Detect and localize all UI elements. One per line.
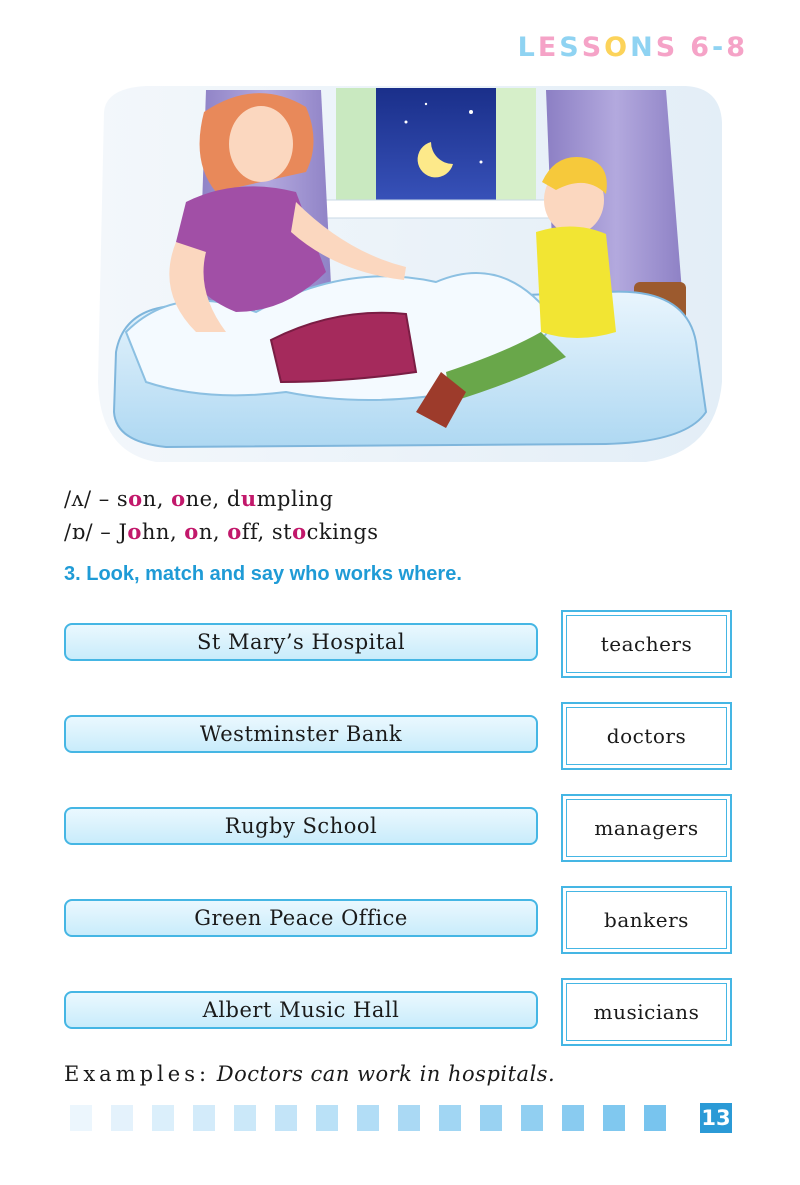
phonetic-symbol: /ɒ/ – bbox=[64, 520, 119, 544]
title-letter: E bbox=[537, 32, 560, 63]
job-box[interactable] bbox=[561, 886, 732, 954]
job-box[interactable] bbox=[561, 794, 732, 862]
examples-label: Examples: bbox=[64, 1062, 211, 1086]
place-box[interactable]: St Mary’s Hospital bbox=[64, 623, 538, 661]
job-box[interactable] bbox=[561, 978, 732, 1046]
footer-square bbox=[398, 1105, 420, 1131]
title-letter: L bbox=[517, 32, 538, 63]
footer-square bbox=[111, 1105, 133, 1131]
job-label: teachers bbox=[566, 615, 727, 673]
highlighted-letter: u bbox=[240, 486, 257, 511]
job-label: managers bbox=[566, 799, 727, 857]
title-letter: - bbox=[711, 32, 727, 63]
highlighted-letter: o bbox=[227, 519, 242, 544]
job-label: musicians bbox=[566, 983, 727, 1041]
title-letter: S bbox=[655, 32, 679, 63]
place-box[interactable]: Albert Music Hall bbox=[64, 991, 538, 1029]
place-box[interactable]: Rugby School bbox=[64, 807, 538, 845]
footer-square bbox=[193, 1105, 215, 1131]
job-label: bankers bbox=[566, 891, 727, 949]
footer-square bbox=[357, 1105, 379, 1131]
footer-square bbox=[480, 1105, 502, 1131]
examples-text: Doctors can work in hospitals. bbox=[216, 1062, 556, 1086]
highlighted-letter: o bbox=[184, 519, 199, 544]
title-letter: S bbox=[581, 32, 605, 63]
phonetic-word: stockings bbox=[271, 519, 379, 544]
page-number: 13 bbox=[700, 1103, 732, 1133]
job-label: doctors bbox=[566, 707, 727, 765]
job-box[interactable] bbox=[561, 702, 732, 770]
phonetics-line-schwa bbox=[64, 486, 333, 511]
highlighted-letter: o bbox=[171, 486, 186, 511]
title-letter: O bbox=[604, 32, 631, 63]
footer-square bbox=[603, 1105, 625, 1131]
phonetic-word: John, bbox=[118, 519, 185, 544]
phonetic-word: son, bbox=[116, 486, 172, 511]
lesson-title bbox=[518, 32, 748, 63]
task-title: 3. Look, match and say who works where. bbox=[64, 563, 462, 585]
footer-square bbox=[521, 1105, 543, 1131]
footer-square bbox=[275, 1105, 297, 1131]
title-letter: 8 bbox=[726, 32, 748, 63]
footer-square bbox=[439, 1105, 461, 1131]
job-box[interactable] bbox=[561, 610, 732, 678]
phonetic-word: dumpling bbox=[226, 486, 334, 511]
phonetic-word: one, bbox=[171, 486, 227, 511]
place-box[interactable]: Green Peace Office bbox=[64, 899, 538, 937]
place-box[interactable]: Westminster Bank bbox=[64, 715, 538, 753]
footer-square bbox=[316, 1105, 338, 1131]
highlighted-letter: o bbox=[127, 519, 142, 544]
title-letter bbox=[678, 32, 690, 63]
footer-square bbox=[234, 1105, 256, 1131]
phonetics-line-o bbox=[64, 519, 379, 544]
title-letter: 6 bbox=[690, 32, 712, 63]
title-letter: S bbox=[559, 32, 582, 63]
phonetic-word: on, bbox=[184, 519, 228, 544]
highlighted-letter: o bbox=[128, 486, 143, 511]
footer-square bbox=[152, 1105, 174, 1131]
highlighted-letter: o bbox=[292, 519, 307, 544]
title-letter: N bbox=[630, 32, 656, 63]
footer-square bbox=[70, 1105, 92, 1131]
phonetic-word: off, bbox=[227, 519, 272, 544]
footer-square bbox=[562, 1105, 584, 1131]
bedroom-illustration bbox=[86, 82, 728, 468]
phonetic-symbol: /ʌ/ – bbox=[64, 487, 117, 511]
footer-square bbox=[644, 1105, 666, 1131]
examples-line bbox=[64, 1062, 555, 1086]
